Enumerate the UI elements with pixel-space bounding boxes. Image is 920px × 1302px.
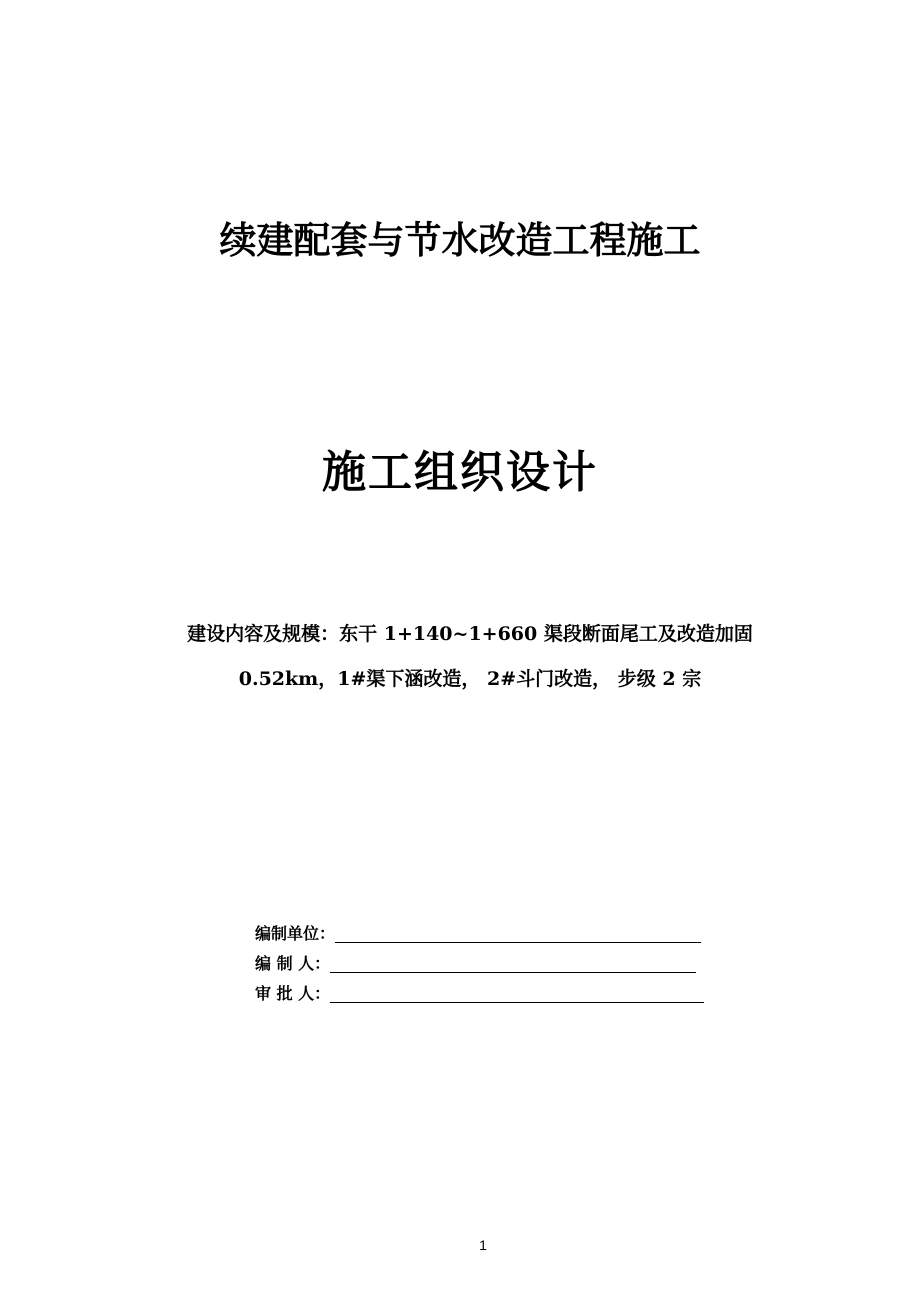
unit-blank-line bbox=[335, 924, 701, 943]
author-blank-line bbox=[330, 954, 696, 973]
scope-line-1: 建设内容及规模：东干 1+140~1+660 渠段断面尾工及改造加固 bbox=[187, 623, 753, 645]
document-title: 施工组织设计 bbox=[322, 447, 598, 498]
author-label: 编 制 人： bbox=[255, 954, 331, 973]
unit-label: 编制单位： bbox=[255, 924, 336, 943]
scope-line-2: 0.52km，1#渠下涵改造， 2#斗门改造， 步级 2 宗 bbox=[238, 668, 702, 690]
approver-blank-line bbox=[330, 984, 704, 1003]
project-title: 续建配套与节水改造工程施工 bbox=[219, 218, 701, 262]
approver-label: 审 批 人： bbox=[255, 984, 331, 1003]
sign-row-unit bbox=[255, 922, 701, 946]
page-number: 1 bbox=[479, 1237, 487, 1253]
sign-row-author bbox=[255, 952, 696, 976]
sign-row-approver bbox=[255, 982, 704, 1006]
